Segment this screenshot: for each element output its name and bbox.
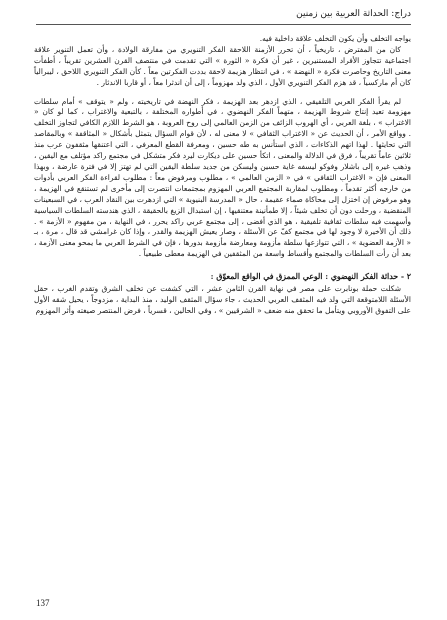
paragraph: لم يقرأ الفكر العربي التلفيقي ، الذي ازدهر بعد الهزيمة ، فكر النهضة في تاريخيته ، ولم « يتوقف » أمام سلطات مهزومة تعيد إنتاج شروط الهزيمة ، متهماً الفكر النهضوي ، في أطواره المختلفة ، بالتبعية والاغتراب ، كما لو كان « الاغتراب » ، بلغة العربي ، أي الهروب الزائف من الزمن العالمي إلى روح العروبة ، هو الشرط اللازم الكافي لتجاوز التخلف . وواقع الأمر ، أن الحديث عن « الاغتراب الثقافي » لا معنى له ، لأن قوام السؤال يتمثل بأشكال « المثاقفة » وبالمقاصد التي تحايثها . لهذا اتهم الذكاءات ، الذي استأنس به طه حسين ، ومعرفة القطع المعرفي ، التي اعتنقها مثقفون عرب منذ ثلاثين عاماً تقريباً ، فرق في الدلالة والمعنى ، اتكأ حسين على ديكارت ليرد فكر متشكل في مجتمع راكد مؤتلف مع اليقين ، وذهب غيره إلى باشلار وفوكو ليسفه غاية حسين وليسكن من جديد سلطة اليقين التي لم تهتز إلا في فترة عارضة ، وبهذا المعنى فإن « الاغتراب الثقافي » في « الزمن العالمي » ، مطلوب ومرفوض معاً : مطلوب لقراءة الفكر العربي بأدوات من خارجه أكثر تقدماً ، ومطلوب لمقاربة المجتمع العربي المهزوم بمجتمعات انتصرت إلى مأخرى لم تستنقع في الهزيمة ، وهو مرفوض إن اختزل إلى محاكاة صماء عقيمة ، حال « المدرسة البنيوية » التي ازدهرت بين النقاد العرب ، في السبعينات المنقضية ، ورحلت دون أن تخلف شيئاً ، إلا طمأنينة معتنقيها ، إن استبدال الزيغ بالحقيقة ، الذي هندسته السلطات السياسية وأسهمت فيه سلطات ثقافية تلفيقية ، هو الذي أفضى ، إلى مجتمع عربي راكد يحرر ، في النهاية ، من مفهوم « الأزمة » . ذلك أن الأخيرة لا وجود لها في مجتمع كفّ عن الأسئلة ، وصار يعيش الهزيمة والقدر ، وإذا كان غرامشي قد قال ، مرة ، بـ « الأزمة العضوية » ، التي تتوازعها سلطة مأزومة ومعارضة مأزومة بدورها ، فإن في الشرط العربي ما يمحو معنى الأزمة ، بعد أن رأت السلطات والمجتمع وأقساط واسعة من المثقفين في الهزيمة معطى طبيعياً . [34, 96, 411, 259]
running-header-title: دراج: الحداثة العربية بين زمنين [296, 9, 411, 19]
section-paragraph: شكلت حملة بونابرت على مصر في نهاية القرن الثامن عشر ، التي كشفت عن تخلف الشرق وتقدم الغرب ، حقل الأسئلة اللامتوقعة التي ولد فيه المثقف العربي الحديث ، جاء سؤال المثقف الوليد ، منذ البداية ، مزدوجاً ، يحيل شقه الأول على التفوق الأوروبي ويتأمل ما تحقق منه ضعف « الشرقيين » ، وفي الحالين ، قسرياً ، فرض المنتصر صيغته وأثر المهزوم [34, 284, 411, 315]
running-header [36, 6, 411, 25]
paragraph-continuation: يواجه التخلف وأن يكون التخلف علاقة داخلية فيه. [259, 34, 411, 43]
paragraph: كان من المفترض ، تاريخياً ، أن تحرر الأزمنة اللاحقة الفكر التنويري من مفارقة الولادة ، وأن تعمل التنوير علاقة اجتماعية تتجاوز الأفراد المستنيرين ، غير أن فكرة « الثورة » التي تقدمت في منتصف القرن العشرين تقريباً ، أطفأت معنى التاريخ وحاصرت فكرة « النهضة » ، في انتظار هزيمة لاحقة بددت الفكرتين معاً . كأن الفكر التنويري اللاحق ، ليبرالياً كان أم ماركسياً ، قد هزم الفكر التنويري الأول ، الذي ولد مهزوماً ، إلى أن اندثرا معاً ، أو قاربا الاندثار . [34, 44, 411, 87]
page-number: 137 [36, 598, 50, 608]
section-heading: ٢ - حداثة الفكر النهضوي : الوعي الممزق في الواقع المعوّق : [210, 272, 411, 282]
body-text [34, 34, 411, 317]
